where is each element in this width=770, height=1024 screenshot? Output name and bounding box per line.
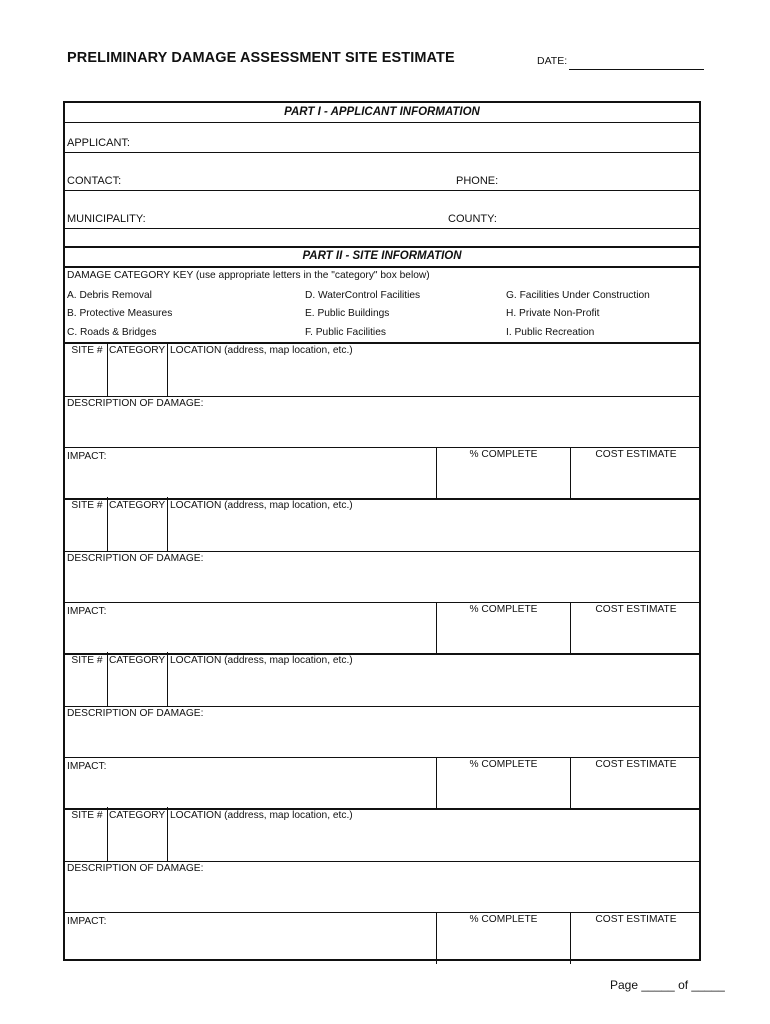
description-label: DESCRIPTION OF DAMAGE: [67,398,204,409]
description-label: DESCRIPTION OF DAMAGE: [67,863,204,874]
location-label: LOCATION (address, map location, etc.) [170,655,353,666]
category-key-item: A. Debris Removal [67,290,152,301]
percent-complete-label: % COMPLETE [469,914,538,925]
county-label: COUNTY: [448,213,497,225]
date-label: DATE: [537,55,568,67]
category-key-item: B. Protective Measures [67,308,173,319]
cost-estimate-label: COST ESTIMATE [595,914,677,925]
category-label: CATEGORY [109,810,166,821]
site-1-description-field[interactable] [65,447,699,448]
site-1-location-field[interactable] [65,396,699,397]
phone-label: PHONE: [456,175,499,187]
assessment-form [63,101,701,961]
site-2-category-field[interactable] [167,497,168,551]
part1-heading: PART I - APPLICANT INFORMATION [284,106,480,118]
impact-label: IMPACT: [67,916,107,927]
category-label: CATEGORY [109,345,166,356]
site-2-location-field[interactable] [65,551,699,552]
site-4-category-field[interactable] [167,807,168,861]
site-2-site-field[interactable] [107,497,108,551]
percent-complete-label: % COMPLETE [469,759,538,770]
category-key-item: C. Roads & Bridges [67,327,157,338]
date-field[interactable] [569,69,704,70]
contact-label: CONTACT: [67,175,122,187]
category-key-label: DAMAGE CATEGORY KEY (use appropriate letters in the "category" box below) [67,270,430,281]
category-key-item: G. Facilities Under Construction [506,290,650,301]
site-3-site-field[interactable] [107,652,108,706]
percent-complete-label: % COMPLETE [469,449,538,460]
location-label: LOCATION (address, map location, etc.) [170,345,353,356]
site-1-site-field[interactable] [107,342,108,396]
site-3-location-field[interactable] [65,706,699,707]
category-key-item: D. WaterControl Facilities [305,290,421,301]
site-number-label: SITE # [71,500,103,511]
location-label: LOCATION (address, map location, etc.) [170,810,353,821]
part2-heading: PART II - SITE INFORMATION [302,250,462,262]
municipality-label: MUNICIPALITY: [67,213,146,225]
site-3-description-field[interactable] [65,757,699,758]
site-2-description-field[interactable] [65,602,699,603]
applicant-label: APPLICANT: [67,137,130,149]
site-number-label: SITE # [71,655,103,666]
site-number-label: SITE # [71,810,103,821]
cost-estimate-label: COST ESTIMATE [595,604,677,615]
impact-label: IMPACT: [67,606,107,617]
site-1-category-field[interactable] [167,342,168,396]
site-number-label: SITE # [71,345,103,356]
page-title: PRELIMINARY DAMAGE ASSESSMENT SITE ESTIMATE [67,50,455,66]
cost-estimate-label: COST ESTIMATE [595,759,677,770]
impact-label: IMPACT: [67,451,107,462]
site-4-description-field[interactable] [65,912,699,913]
category-label: CATEGORY [109,500,166,511]
category-key-item: E. Public Buildings [305,308,390,319]
category-key-item: F. Public Facilities [305,327,386,338]
percent-complete-label: % COMPLETE [469,604,538,615]
location-label: LOCATION (address, map location, etc.) [170,500,353,511]
page-number: Page _____ of _____ [610,978,725,992]
site-3-category-field[interactable] [167,652,168,706]
category-key-item: H. Private Non-Profit [506,308,600,319]
impact-label: IMPACT: [67,761,107,772]
description-label: DESCRIPTION OF DAMAGE: [67,708,204,719]
cost-estimate-label: COST ESTIMATE [595,449,677,460]
category-label: CATEGORY [109,655,166,666]
site-4-site-field[interactable] [107,807,108,861]
category-key-item: I. Public Recreation [506,327,595,338]
description-label: DESCRIPTION OF DAMAGE: [67,553,204,564]
site-4-location-field[interactable] [65,861,699,862]
